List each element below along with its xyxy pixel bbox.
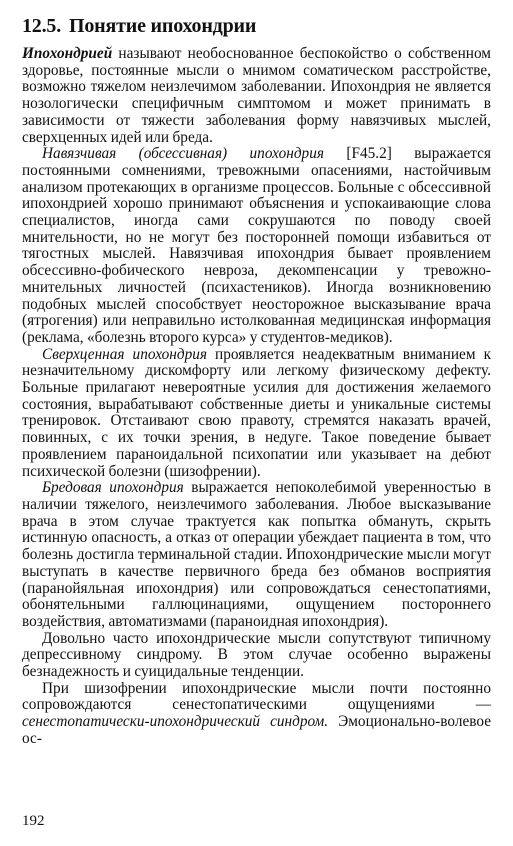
paragraph-text: проявляется неадекватным вниманием к незначительному дискомфорту или легкому физическому дефекту. Больные прилагают невероятные усилия для достижения желаемого состояния, вырабатывают собственные диеты и уникальные системы тренировок. Отстаивают свою правоту, стремятся наказать врачей, повинных, с их точки зрения, в недуге. Такое поведение бывает проявлением параноидальной психопатии или указывает на дебют психической болезни (шизофрении). (22, 345, 491, 480)
term-obsessive-hypochondria: Навязчивая (обсессивная) ипохондрия (42, 145, 324, 163)
paragraph-text: называют необоснованное беспокойство о собственном здоровье, постоянные мысли о мнимом соматическом расстройстве, возможно тяжелом неизлечимом заболевании. Ипохондрия не является нозологически специфичным симптомом и может принимать в зависимости от тяжести заболевания форму навязчивых мыслей, сверхценных идей или бреда. (22, 45, 491, 146)
paragraph-text: выражается непоколебимой уверенностью в наличии тяжелого, неизлечимого заболевания. Любое высказывание врача в этом случае трактуется как попытка обмануть, скрыть истинную опасность, а отказ от операции убеждает пациента в том, что болезнь достигла терминальной стадии. Ипохондрические мысли могут выступать в качестве первичного бреда без обманов восприятия (паранойяльная ипохондрия) или сопровождаться сенестопатиями, обонятельными галлюцинациями, ощущением постороннего воздействия, автоматизмами (параноидная ипохондрия). (22, 479, 491, 630)
paragraph-text: [F45.2] выражается постоянными сомнениями, тревожными опасениями, настойчивым анализом протекающих в организме процессов. Больные с обсессивной ипохондрией хорошо принимают объяснения и успокаивающие слова специалистов, иногда сами сокрушаются по поводу своей мнительности, но не могут без посторонней помощи избавиться от тягостных мыслей. Навязчивая ипохондрия бывает проявлением обсессивно-фобического невроза, декомпенсации у тревожно-мнительных личностей (психастеников). Иногда возникновению подобных мыслей способствует неосторожное высказывание врача (ятрогения) или неправильно истолкованная медицинская информация (реклама, «болезнь второго курса» у студентов-медиков). (22, 145, 491, 346)
paragraph-delusional (22, 480, 491, 630)
paragraph-depressive (22, 631, 491, 681)
term-delusional-hypochondria: Бредовая ипохондрия (42, 479, 184, 497)
paragraph-obsessive (22, 146, 491, 346)
term-overvalued-hypochondria: Сверхценная ипохондрия (42, 345, 207, 363)
term-senestopathic-syndrome: сенестопатически-ипохондрический синдром. (22, 713, 329, 731)
section-heading (22, 12, 491, 40)
paragraph-text-continued: Эмоционально-волевое ос- (22, 713, 491, 747)
paragraph-overvalued (22, 347, 491, 481)
term-hypochondria: Ипохондрией (22, 45, 113, 62)
paragraph-schizophrenia (22, 681, 491, 748)
section-title: Понятие ипохондрии (69, 15, 257, 37)
paragraph-text: Довольно часто ипохондрические мысли сопутствуют типичному депрессивному синдрому. В этом случае особенно выражены безнадежность и суицидальные тенденции. (22, 629, 491, 681)
paragraph-text: При шизофрении ипохондрические мысли почти постоянно сопровождаются сенестопатическими ощущениями — (22, 679, 491, 714)
paragraph-definition (22, 46, 491, 146)
section-number: 12.5. (22, 15, 62, 37)
page-number: 192 (22, 813, 45, 829)
